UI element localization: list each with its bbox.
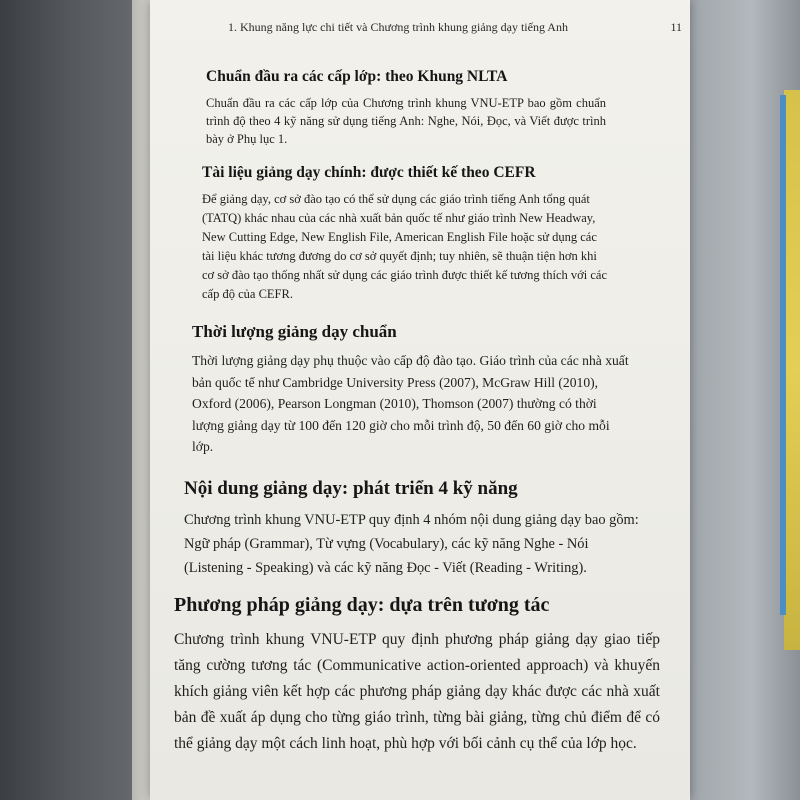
section-body: Chuẩn đầu ra các cấp lớp của Chương trình khung VNU-ETP bao gồm chuẩn trình độ theo 4 kỹ năng sử dụng tiếng Anh: Nghe, Nói, Đọc, và Viết được trình bày ở Phụ lục 1.	[206, 96, 606, 146]
book-page	[150, 0, 690, 800]
section-heading: Tài liệu giảng dạy chính: được thiết kế theo CEFR	[202, 164, 536, 181]
section-body: Thời lượng giảng dạy phụ thuộc vào cấp độ đào tạo. Giáo trình của các nhà xuất bản quốc tế như Cambridge University Press (2007), McGraw Hill (2010), Oxford (2006), Pearson Longman (2010), Thomson (2007) thường có thời lượng giảng dạy từ 100 đến 120 giờ cho mỗi trình độ, 50 đến 60 giờ cho mỗi lớp.	[192, 353, 629, 454]
section-teaching-duration	[192, 322, 632, 458]
section-learning-outcomes	[206, 68, 606, 148]
section-heading: Thời lượng giảng dạy chuẩn	[192, 322, 397, 341]
running-title: 1. Khung năng lực chi tiết và Chương trình khung giảng dạy tiếng Anh	[228, 20, 568, 34]
section-heading: Chuẩn đầu ra các cấp lớp: theo Khung NLTA	[206, 68, 508, 85]
section-body: Chương trình khung VNU-ETP quy định 4 nhóm nội dung giảng dạy bao gồm: Ngữ pháp (Grammar), Từ vựng (Vocabulary), các kỹ năng Nghe - Nói (Listening - Speaking) và các kỹ năng Đọc - Viết (Reading - Writing).	[184, 512, 639, 576]
section-heading: Nội dung giảng dạy: phát triển 4 kỹ năng	[184, 478, 518, 499]
yellow-book-spine	[784, 90, 800, 650]
page-number: 11	[670, 20, 682, 34]
section-body: Để giảng dạy, cơ sở đào tạo có thể sử dụng các giáo trình tiếng Anh tổng quát (TATQ) khác nhau của các nhà xuất bản quốc tế như giáo trình New Headway, New Cutting Edge, New English File, American English File hoặc sử dụng các tài liệu khác tương đương do cơ sở quyết định; tuy nhiên, sẽ thuận tiện hơn khi cơ sở đào tạo thống nhất sử dụng các giáo trình được thiết kế tương thích với các cấp độ của CEFR.	[202, 192, 608, 301]
section-heading: Phương pháp giảng dạy: dựa trên tương tác	[174, 594, 550, 616]
section-teaching-materials	[202, 164, 612, 304]
section-teaching-content	[184, 478, 640, 580]
running-header	[228, 20, 688, 35]
blue-book-edge	[780, 95, 786, 615]
section-teaching-method	[174, 594, 660, 757]
section-body: Chương trình khung VNU-ETP quy định phương pháp giảng dạy giao tiếp tăng cường tương tác (Communicative action-oriented approach) và khuyến khích giảng viên kết hợp các phương pháp giảng dạy khác được các nhà xuất bản đề xuất áp dụng cho từng giáo trình, từng bài giảng, từng chủ điểm để có thể giảng dạy một cách linh hoạt, phù hợp với bối cảnh cụ thể của lớp học.	[174, 631, 660, 752]
